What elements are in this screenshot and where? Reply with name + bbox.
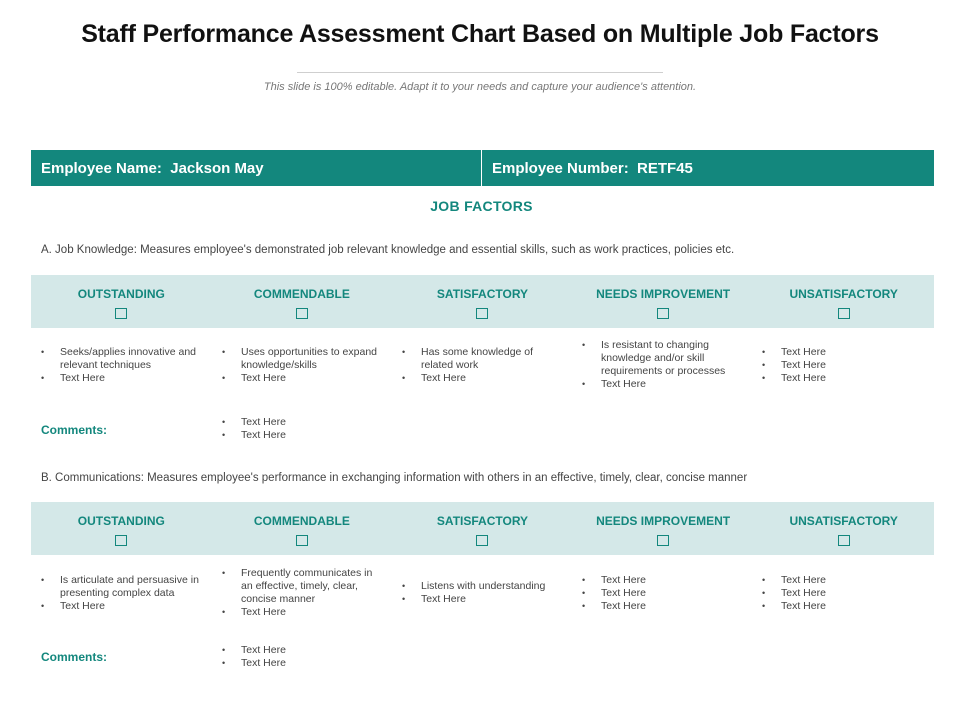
rating-label: NEEDS IMPROVEMENT bbox=[596, 514, 731, 528]
section-b-comments-label: Comments: bbox=[41, 650, 108, 664]
bullet-item: • Text Here bbox=[762, 346, 922, 359]
comment-item: • Text Here bbox=[222, 429, 387, 442]
bullet-item: • Frequently communicates in an effective, timely, clear, concise manner bbox=[222, 567, 382, 606]
bullet-item: • Text Here bbox=[762, 574, 922, 587]
rating-label: OUTSTANDING bbox=[77, 514, 165, 528]
rating-label: COMMENDABLE bbox=[253, 287, 350, 301]
bullet-item: • Text Here bbox=[762, 587, 922, 600]
rating-commendable bbox=[212, 275, 393, 328]
rating-label: OUTSTANDING bbox=[77, 287, 165, 301]
rating-label: UNSATISFACTORY bbox=[789, 514, 898, 528]
rating-satisfactory bbox=[392, 502, 573, 555]
bullet-item: • Text Here bbox=[222, 606, 382, 619]
section-a-unsatisfactory-bullets bbox=[762, 335, 922, 395]
rating-label: SATISFACTORY bbox=[436, 514, 529, 528]
section-b-needs-improvement-bullets bbox=[582, 563, 742, 623]
page-subtitle: This slide is 100% editable. Adapt it to your needs and capture your audience's attention. bbox=[263, 81, 697, 93]
section-a-commendable-bullets bbox=[222, 335, 382, 395]
employee-header-bar bbox=[31, 150, 934, 186]
title-divider bbox=[297, 72, 663, 73]
bullet-item: • Text Here bbox=[582, 600, 742, 613]
rating-needs-improvement bbox=[573, 275, 754, 328]
bullet-item: • Is resistant to changing knowledge and/or skill requirements or processes bbox=[582, 339, 742, 378]
rating-label: COMMENDABLE bbox=[253, 514, 350, 528]
section-b-commendable-bullets bbox=[222, 563, 382, 623]
checkbox[interactable] bbox=[115, 308, 127, 319]
bullet-item: • Is articulate and persuasive in presenting complex data bbox=[41, 574, 206, 600]
section-a-comments bbox=[222, 414, 387, 444]
job-factors-heading: JOB FACTORS bbox=[430, 198, 533, 214]
employee-name-label: Employee Name: bbox=[41, 159, 162, 177]
bullet-item: • Listens with understanding bbox=[402, 580, 567, 593]
section-a-satisfactory-bullets bbox=[402, 335, 562, 395]
comment-item: • Text Here bbox=[222, 644, 387, 657]
bullet-item: • Has some knowledge of related work bbox=[402, 346, 562, 372]
bullet-item: • Text Here bbox=[41, 600, 206, 613]
section-b-outstanding-bullets bbox=[41, 563, 206, 623]
bullet-item: • Uses opportunities to expand knowledge/skills bbox=[222, 346, 382, 372]
employee-number-label: Employee Number: bbox=[492, 159, 629, 177]
page-title: Staff Performance Assessment Chart Based on Multiple Job Factors bbox=[81, 20, 879, 48]
section-a-description: A. Job Knowledge: Measures employee's demonstrated job relevant knowledge and essential skills, such as work practices, policies etc. bbox=[41, 244, 735, 256]
rating-label: NEEDS IMPROVEMENT bbox=[596, 287, 731, 301]
bullet-item: • Text Here bbox=[402, 372, 562, 385]
bullet-item: • Seeks/applies innovative and relevant techniques bbox=[41, 346, 206, 372]
section-b-rating-band bbox=[31, 502, 934, 555]
rating-outstanding bbox=[31, 275, 212, 328]
checkbox[interactable] bbox=[115, 535, 127, 546]
section-a-rating-band bbox=[31, 275, 934, 328]
bullet-item: • Text Here bbox=[222, 372, 382, 385]
checkbox[interactable] bbox=[476, 308, 488, 319]
checkbox[interactable] bbox=[838, 535, 850, 546]
rating-commendable bbox=[212, 502, 393, 555]
section-b-description: B. Communications: Measures employee's performance in exchanging information with others in an effective, timely, clear, concise manner bbox=[41, 472, 748, 484]
employee-number-value: RETF45 bbox=[637, 159, 693, 177]
section-b-satisfactory-bullets bbox=[402, 563, 567, 623]
employee-name-cell bbox=[31, 150, 482, 186]
bullet-item: • Text Here bbox=[41, 372, 206, 385]
section-a-needs-improvement-bullets bbox=[582, 335, 742, 395]
section-a-comments-label: Comments: bbox=[41, 423, 108, 437]
bullet-item: • Text Here bbox=[762, 600, 922, 613]
checkbox[interactable] bbox=[657, 308, 669, 319]
rating-outstanding bbox=[31, 502, 212, 555]
rating-satisfactory bbox=[392, 275, 573, 328]
bullet-item: • Text Here bbox=[762, 359, 922, 372]
checkbox[interactable] bbox=[476, 535, 488, 546]
bullet-item: • Text Here bbox=[402, 593, 567, 606]
rating-unsatisfactory bbox=[753, 275, 934, 328]
rating-label: UNSATISFACTORY bbox=[789, 287, 898, 301]
section-a-outstanding-bullets bbox=[41, 335, 206, 395]
comment-item: • Text Here bbox=[222, 416, 387, 429]
checkbox[interactable] bbox=[657, 535, 669, 546]
checkbox[interactable] bbox=[296, 308, 308, 319]
comment-item: • Text Here bbox=[222, 657, 387, 670]
bullet-item: • Text Here bbox=[582, 378, 742, 391]
employee-number-cell bbox=[482, 150, 934, 186]
bullet-item: • Text Here bbox=[762, 372, 922, 385]
checkbox[interactable] bbox=[838, 308, 850, 319]
bullet-item: • Text Here bbox=[582, 574, 742, 587]
section-b-unsatisfactory-bullets bbox=[762, 563, 922, 623]
checkbox[interactable] bbox=[296, 535, 308, 546]
bullet-item: • Text Here bbox=[582, 587, 742, 600]
rating-needs-improvement bbox=[573, 502, 754, 555]
rating-label: SATISFACTORY bbox=[436, 287, 529, 301]
rating-unsatisfactory bbox=[753, 502, 934, 555]
section-b-comments bbox=[222, 642, 387, 672]
employee-name-value: Jackson May bbox=[170, 159, 264, 177]
